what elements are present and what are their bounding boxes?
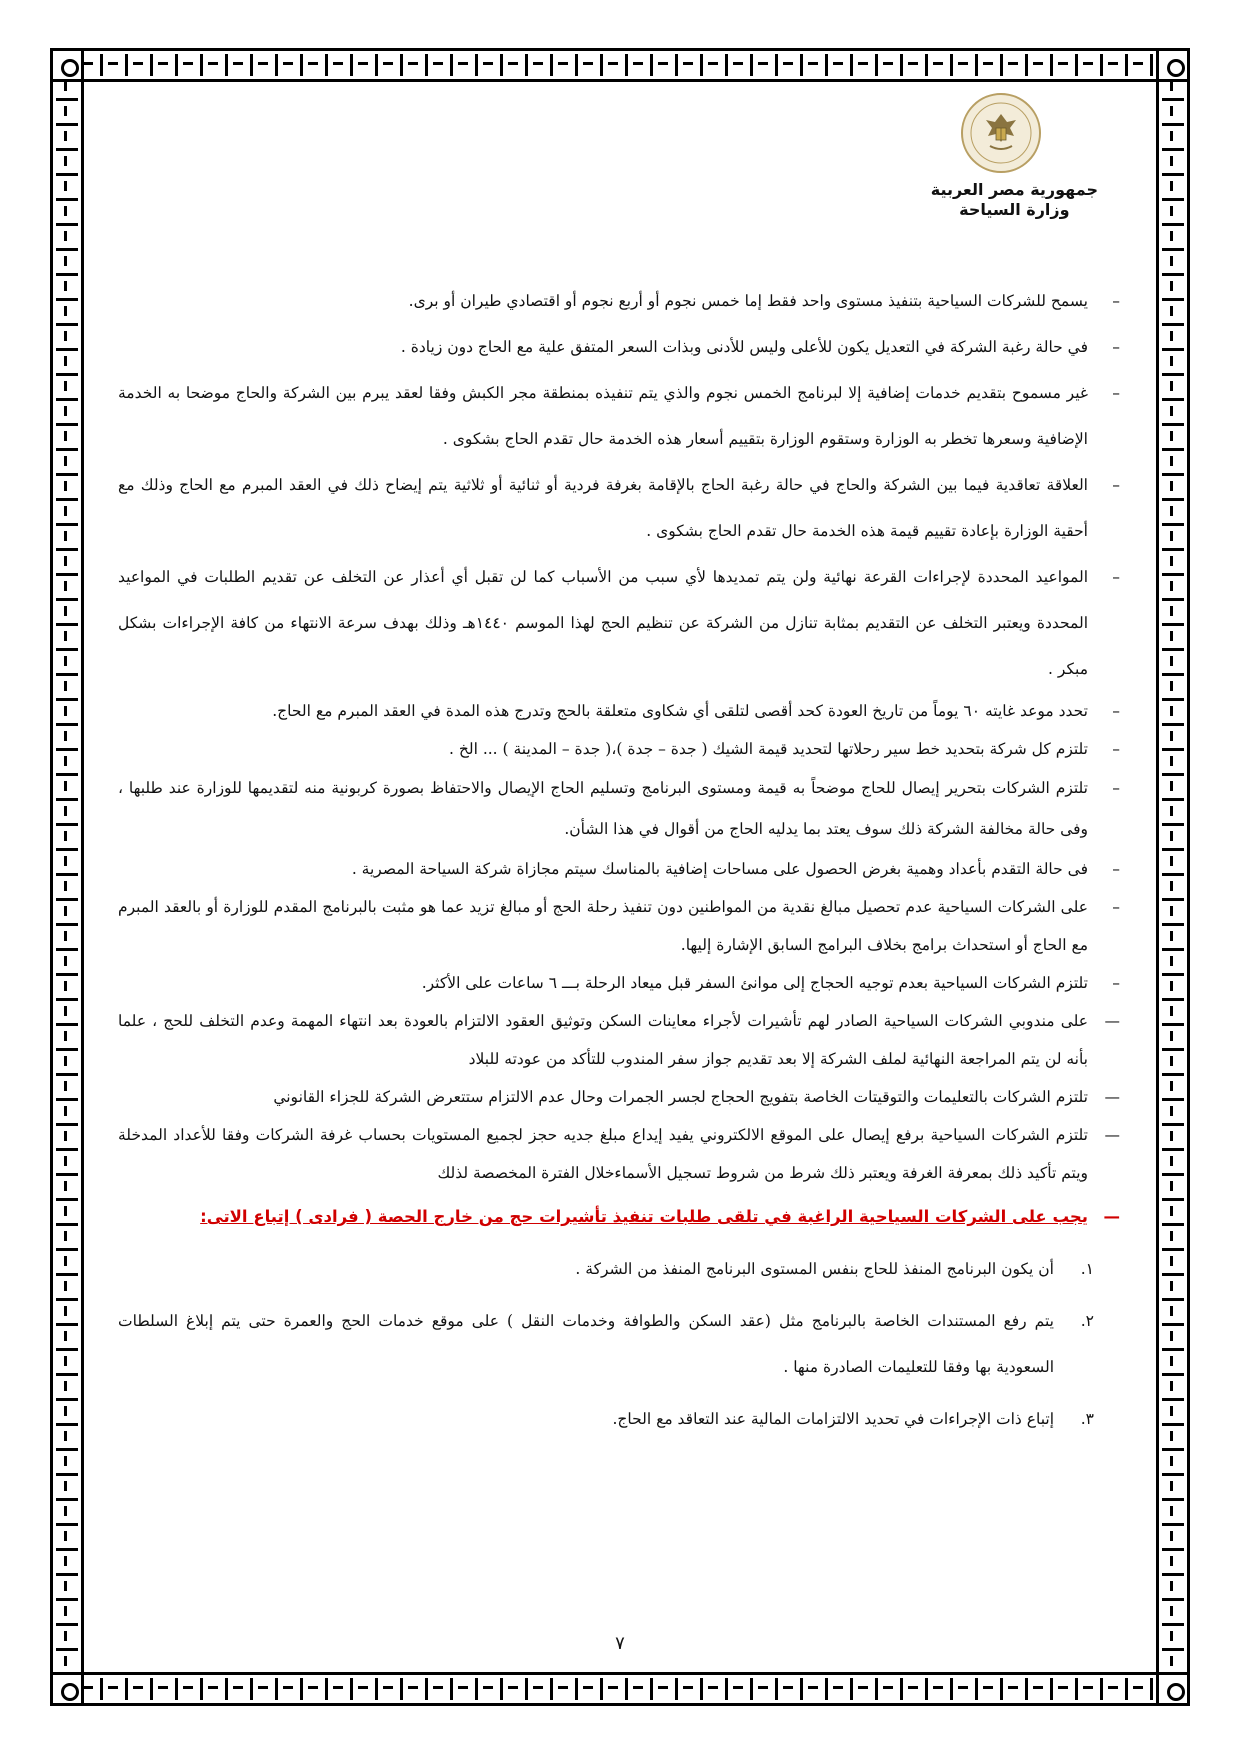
list-item: – غير مسموح بتقديم خدمات إضافية إلا لبرنامج الخمس نجوم والذي يتم تنفيذه بمنطقة مجر الكبش وفقا لعقد يبرم بين الشركة والحاج موضحا به الخدمة الإضافية وسعرها تخطر به الوزارة وستقوم الوزارة بتقييم أسعار هذه الخدمة حال تقدم الحاج بشكوى . bbox=[118, 384, 1120, 448]
list-item: – تلتزم الشركات بتحرير إيصال للحاج موضحاً به قيمة ومستوى البرنامج وتسليم الحاج الإيصال والاحتفاظ بصورة كربونية منه لتقديمها للوزارة عند طلبها ، وفى حالة مخالفة الشركة ذلك سوف يعتد بما يدليه الحاج من أقوال في هذا الشأن. bbox=[118, 779, 1120, 838]
numbered-item: ١. أن يكون البرنامج المنفذ للحاج بنفس المستوى البرنامج المنفذ من الشركة . bbox=[575, 1260, 1094, 1278]
ministry-name: وزارة السياحة bbox=[959, 200, 1070, 219]
list-item: – في حالة رغبة الشركة في التعديل يكون للأعلى وليس للأدنى وبذات السعر المتفق علية مع الحاج دون زيادة . bbox=[400, 338, 1120, 356]
document-body bbox=[118, 278, 1124, 1442]
list-item: – تلتزم كل شركة بتحديد خط سير رحلاتها لتحديد قيمة الشيك ( جدة – جدة )،( جدة – المدينة ) ... الخ . bbox=[449, 740, 1120, 758]
ministry-header bbox=[931, 180, 1098, 220]
decorative-border-top bbox=[50, 48, 1190, 82]
decorative-border-bottom bbox=[50, 1672, 1190, 1706]
decorative-border-right bbox=[1156, 48, 1190, 1706]
list-item: — تلتزم الشركات بالتعليمات والتوقيتات الخاصة بتفويج الحجاج لجسر الجمرات وحال عدم الالتزام ستتعرض الشركة للجزاء القانوني bbox=[273, 1088, 1120, 1106]
list-item: – العلاقة تعاقدية فيما بين الشركة والحاج في حالة رغبة الحاج بالإقامة بغرفة فردية أو ثنائية أو ثلاثية يتم إيضاح ذلك في العقد المبرم مع الحاج وذلك مع أحقية الوزارة بإعادة تقييم قيمة هذه الخدمة حال تقدم الحاج بشكوى . bbox=[118, 476, 1120, 540]
border-corner-top-right bbox=[1156, 48, 1190, 82]
list-item: – يسمح للشركات السياحية بتنفيذ مستوى واحد فقط إما خمس نجوم أو أربع نجوم أو اقتصادي طيران أو برى. bbox=[408, 292, 1120, 310]
list-item: – على الشركات السياحية عدم تحصيل مبالغ نقدية من المواطنين دون تنفيذ رحلة الحج أو مبالغ تزيد عما هو مثبت بالبرنامج المقدم للوزارة أو بالعقد المبرم مع الحاج أو استحداث برامج بخلاف البرامج السابق الإشارة إليها. bbox=[118, 898, 1120, 954]
list-item: — تلتزم الشركات السياحية برفع إيصال على الموقع الالكتروني يفيد إيداع مبلغ جديه حجز لجميع المستويات بحساب غرفة الشركات وفقا للأعداد المدخلة ويتم تأكيد ذلك بمعرفة الغرفة ويعتبر ذلك شرط من شروط تسجيل الأسماءخلال الفترة المخصصة لذلك bbox=[118, 1126, 1120, 1182]
numbered-item: ٣. إتباع ذات الإجراءات في تحديد الالتزامات المالية عند التعاقد مع الحاج. bbox=[612, 1410, 1094, 1428]
list-item: – تحدد موعد غايته ٦٠ يوماً من تاريخ العودة كحد أقصى لتلقى أي شكاوى متعلقة بالحج وتدرج هذه المدة في العقد المبرم مع الحاج. bbox=[272, 702, 1120, 720]
list-item: – تلتزم الشركات السياحية بعدم توجيه الحجاج إلى موانئ السفر قبل ميعاد الرحلة بـــ ٦ ساعات على الأكثر. bbox=[421, 974, 1120, 992]
border-corner-top-left bbox=[50, 48, 84, 82]
border-corner-bottom-left bbox=[50, 1672, 84, 1706]
list-item: – المواعيد المحددة لإجراءات القرعة نهائية ولن يتم تمديدها لأي سبب من الأسباب كما لن تقبل أي أعذار عن التخلف عن تقديم الطلبات في المواعيد المحددة ويعتبر التخلف عن التقديم بمثابة تنازل من الشركة عن تنظيم الحج لهذا الموسم ١٤٤٠هـ وذلك بهدف سرعة الانتهاء من كافة الإجراءات بشكل مبكر . bbox=[118, 568, 1120, 678]
border-corner-bottom-right bbox=[1156, 1672, 1190, 1706]
numbered-item: ٢. يتم رفع المستندات الخاصة بالبرنامج مثل (عقد السكن والطوافة وخدمات النقل ) على موقع خدمات الحج والعمرة حتى يتم إبلاغ السلطات السعودية بها وفقا للتعليمات الصادرة منها . bbox=[118, 1312, 1094, 1376]
list-item: – فى حالة التقدم بأعداد وهمية بغرض الحصول على مساحات إضافية بالمناسك سيتم مجازاة شركة السياحة المصرية . bbox=[351, 860, 1120, 878]
section-heading: — يجب على الشركات السياحية الراغبة في تلقى طلبات تنفيذ تأشيرات حج من خارج الحصة ( فرادى ) إتباع الاتى: bbox=[200, 1207, 1120, 1226]
list-item: — على مندوبي الشركات السياحية الصادر لهم تأشيرات لأجراء معاينات السكن وتوثيق العقود الالتزام بالعودة بعد انتهاء المهمة وعدم التخلف للحج ، علما بأنه لن يتم المراجعة النهائية لملف الشركة إلا بعد تقديم جواز سفر المندوب للتأكد من عودته للبلاد bbox=[118, 1012, 1120, 1068]
ministry-seal-icon bbox=[960, 92, 1042, 174]
decorative-border-left bbox=[50, 48, 84, 1706]
country-name: جمهورية مصر العربية bbox=[930, 180, 1098, 199]
page-number: ٧ bbox=[615, 1633, 625, 1654]
